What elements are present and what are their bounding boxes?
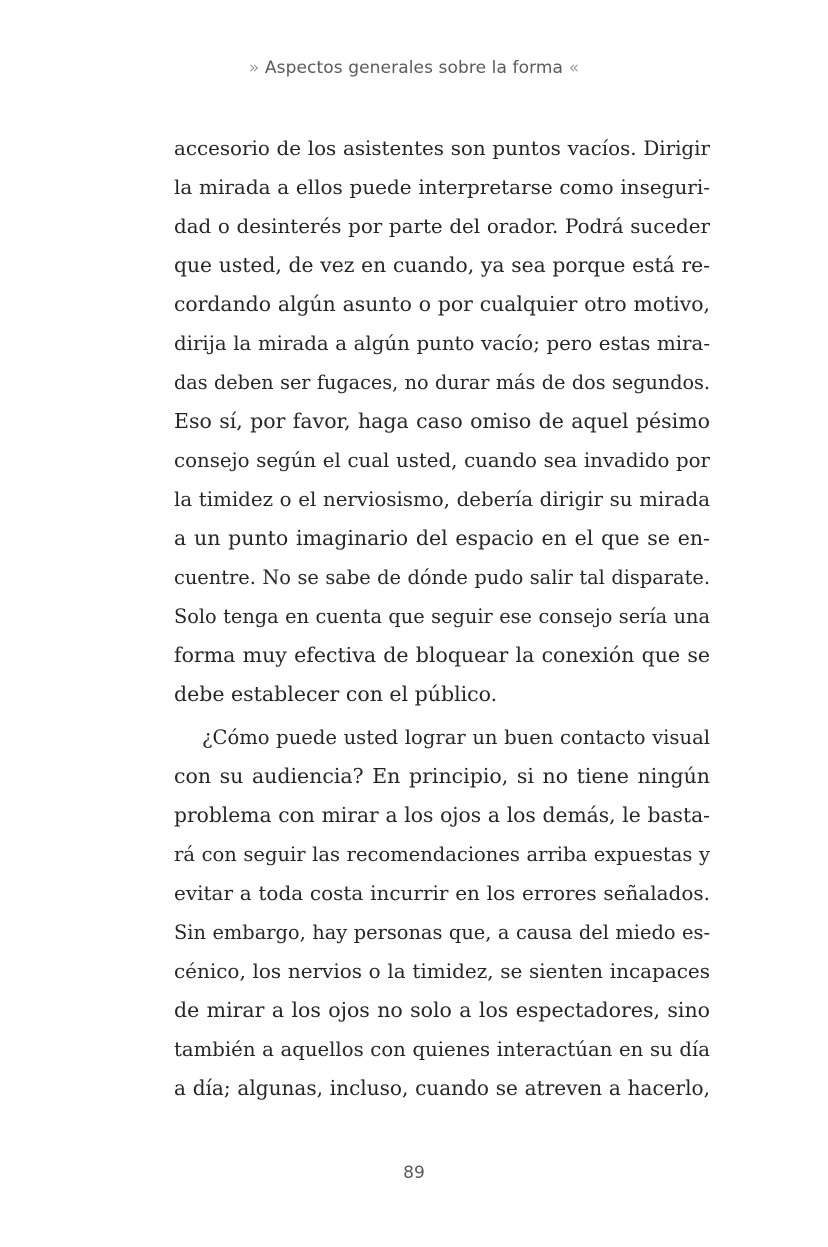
text-line: con su audiencia? En principio, si no tiene ningún	[174, 764, 710, 788]
text-line: cénico, los nervios o la timidez, se sienten incapaces	[174, 959, 710, 983]
text-line: cordando algún asunto o por cualquier otro motivo,	[174, 292, 710, 316]
text-line: Eso sí, por favor, haga caso omiso de aquel pésimo	[174, 409, 710, 433]
text-line: Solo tenga en cuenta que seguir ese consejo sería una	[174, 605, 710, 628]
paragraph-2	[174, 718, 710, 1108]
text-line: la mirada a ellos puede interpretarse como inseguri-	[174, 175, 710, 199]
text-line: forma muy efectiva de bloquear la conexión que se	[174, 643, 710, 667]
text-line: dad o desinterés por parte del orador. Podrá suceder	[174, 215, 710, 238]
text-line: Sin embargo, hay personas que, a causa del miedo es-	[174, 921, 710, 944]
text-line: accesorio de los asistentes son puntos vacíos. Dirigir	[174, 137, 710, 160]
page-number: 89	[403, 1163, 425, 1183]
text-line: rá con seguir las recomendaciones arriba expuestas y	[174, 843, 710, 866]
text-line: dirija la mirada a algún punto vacío; pero estas mira-	[174, 332, 710, 355]
header-left-marker: »	[248, 58, 260, 78]
body-text	[174, 129, 710, 1108]
text-line: problema con mirar a los ojos a los demás, le basta-	[174, 803, 710, 827]
text-line: cuentre. No se sabe de dónde pudo salir tal disparate.	[174, 566, 710, 589]
text-line: das deben ser fugaces, no durar más de dos segundos.	[174, 371, 710, 394]
text-line: de mirar a los ojos no solo a los espectadores, sino	[174, 998, 710, 1022]
text-line: debe establecer con el público.	[174, 682, 498, 706]
running-header	[0, 58, 828, 78]
text-line: también a aquellos con quienes interactúan en su día	[174, 1038, 710, 1061]
text-line: consejo según el cual usted, cuando sea invadido por	[174, 449, 710, 472]
paragraph-1	[174, 129, 710, 714]
header-title: Aspectos generales sobre la forma	[264, 58, 564, 78]
text-line: evitar a toda costa incurrir en los errores señalados.	[174, 881, 710, 905]
text-line: a un punto imaginario del espacio en el que se en-	[174, 526, 710, 550]
header-right-marker: «	[568, 58, 580, 78]
text-line: que usted, de vez en cuando, ya sea porque está re-	[174, 253, 710, 277]
text-line: ¿Cómo puede usted lograr un buen contacto visual	[202, 726, 710, 749]
text-line: la timidez o el nerviosismo, debería dirigir su mirada	[174, 488, 710, 511]
text-line: a día; algunas, incluso, cuando se atreven a hacerlo,	[174, 1076, 710, 1100]
